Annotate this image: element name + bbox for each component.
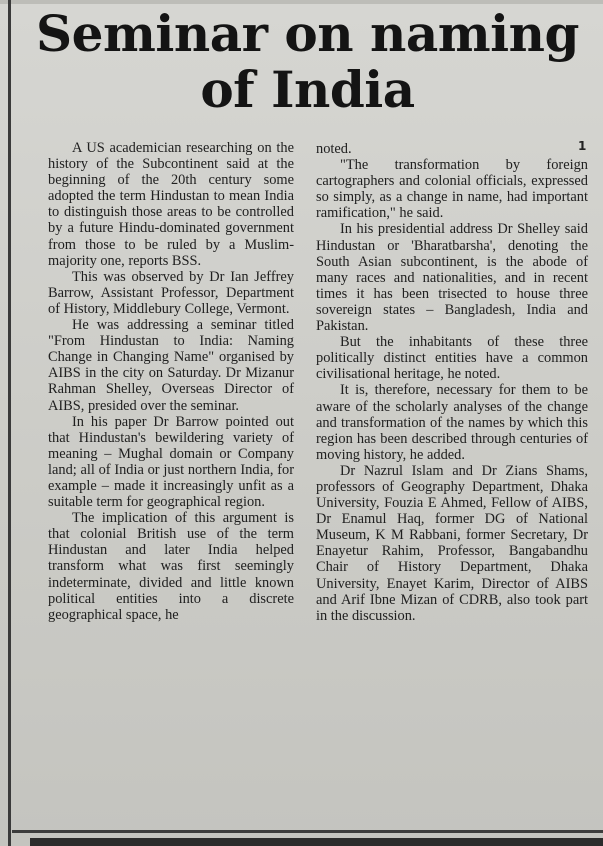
paragraph: In his paper Dr Barrow pointed out that Hindustan's bewildering variety of meaning – Mughal domain or Company land; all of India or just northern India, for example – made it increasingly unfit as a suitable term for geographical region. [48, 413, 294, 511]
paragraph: A US academician researching on the history of the Subcontinent said at the beginning of the 20th century some adopted the term Hindustan to mean India to distinguish those areas to be controlled by a future Hindu-dominated government from those to be ruled by a Muslim-majority one, reports BSS. [48, 140, 294, 269]
paragraph: The implication of this argument is that colonial British use of the term Hindustan and later India helped transform what was first seemingly indeterminate, divided and little known political entities into a discrete geographical space, he [48, 510, 294, 623]
headline [12, 6, 603, 118]
paragraph: But the inhabitants of these three politically distinct entities have a common civilisational heritage, he noted. [316, 334, 588, 383]
paragraph: He was addressing a seminar titled "From Hindustan to India: Naming Change in Changing Name" organised by AIBS in the city on Saturday. Dr Mizanur Rahman Shelley, Overseas Director of AIBS, presided over the seminar. [48, 317, 294, 414]
paragraph: Dr Nazrul Islam and Dr Zians Shams, professors of Geography Department, Dhaka University, Fouzia E Ahmed, Fellow of AIBS, Dr Enamul Haq, former DG of National Museum, K M Rabbani, former Secretary, Dr Enayetur Rahim, Professor, Bangabandhu Chair of History Department, Dhaka University, Enayet Karim, Director of AIBS and Arif Ibne Mizan of CDRB, also took part in the discussion. [316, 462, 588, 624]
paragraph: In his presidential address Dr Shelley said Hindustan or 'Bharatbarsha', denoting the South Asian subcontinent, is the abode of many races and nationalities, and in recent times it has been trisected to house three sovereign states – Bangladesh, India and Pakistan. [316, 221, 588, 335]
bottom-rule [12, 830, 603, 833]
paragraph: It is, therefore, necessary for them to be aware of the scholarly analyses of the change and transformation of the names by which this region has been described through centuries of moving history, he added. [316, 382, 588, 463]
right-column [316, 141, 588, 624]
left-column-rule [8, 0, 11, 846]
headline-line-1: Seminar on naming [36, 4, 579, 63]
margin-mark: 1 [578, 139, 587, 153]
left-column [48, 140, 294, 623]
paragraph: "The transformation by foreign cartographers and colonial officials, expressed so simply, as a change in name, had important ramification," he said. [316, 157, 588, 222]
paragraph: This was observed by Dr Ian Jeffrey Barrow, Assistant Professor, Department of History, Middlebury College, Vermont. [48, 268, 294, 317]
bottom-band [30, 838, 603, 846]
paragraph-continuation: noted. [316, 141, 352, 157]
headline-line-2: of India [200, 60, 415, 119]
